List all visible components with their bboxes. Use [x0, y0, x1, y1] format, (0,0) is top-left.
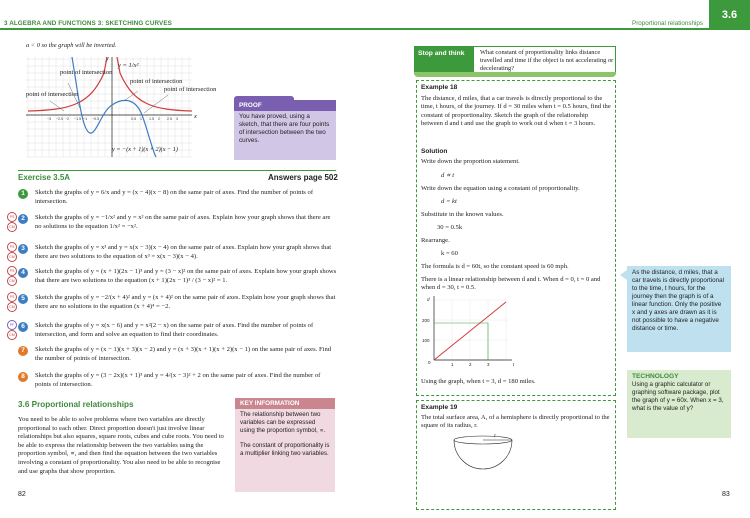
- example-18-text: The distance, d miles, that a car travels is directly proportional to the time, t hours, of the journey. If d = 30 miles when t = 0.5 hours, find the constant of proportionality. Sketch the graph of the relationship between d and t and use the graph to work out d when t = 3 hours.: [421, 95, 611, 128]
- radius-label: r: [494, 433, 497, 439]
- section-number-badge: 3.6: [709, 0, 750, 30]
- question-text: Sketch the graphs of y = 6/x and y = (x − 4)(x − 8) on the same pair of axes. Find the number of points of intersection.: [35, 189, 314, 205]
- skill-tag-icon: PS: [7, 242, 17, 252]
- technology-text: Using a graphic calculator or graphing software package, plot the graph of y = 60x. When x = 3, what is the value of y?: [632, 381, 724, 412]
- graph-y-tick: 200: [422, 318, 430, 323]
- proof-text: You have proved, using a sketch, that there are four points of intersection between the two curves.: [239, 113, 330, 144]
- side-note-pointer: [620, 270, 627, 280]
- side-note: As the distance, d miles, that a car travels is directly proportional to the time, t hours, for the journey then the graph is of a linear function. Only the positive x and y axes are drawn as it is not possible to have a negative distance or time.: [627, 266, 731, 352]
- skill-tag-icon: CM: [7, 252, 17, 262]
- key-information-box: [235, 398, 335, 492]
- question-text: Sketch the graphs of y = −1/x² and y = x² on the same pair of axes. Explain how your graph shows that there are no solutions to the equation 1/x² = −x².: [35, 214, 331, 230]
- question-text: Sketch the graphs of y = (x + 1)(2x − 1)³ and y = (3 − x)² on the same pair of axes. Explain how your graph shows that there are two solutions to the equation (x + 1)(2x − 1)³ / (3 − x)² = 1.: [35, 268, 337, 284]
- solution-step: Write down the proportion statement.: [421, 158, 520, 165]
- x-tick-label: −3: [47, 117, 52, 121]
- example-19-title: Example 19: [421, 404, 458, 411]
- question-number-badge: 1: [18, 189, 28, 199]
- exercise-rule: [18, 170, 336, 171]
- question-text: Sketch the graphs of y = x³ and y = x(x − 3)(x − 4) on the same pair of axes. Explain how your graph shows that there are two solutions to the equation of x³ = x(x − 3)(x − 4).: [35, 244, 332, 260]
- x-tick-label: 2: [158, 117, 160, 121]
- solution-step: k = 60: [441, 250, 458, 257]
- graph-x-tick: 3: [487, 362, 490, 367]
- intersection-label: point of intersection: [164, 86, 217, 93]
- intersection-label: point of intersection: [26, 91, 79, 98]
- x-tick-label: −1.5: [74, 117, 82, 121]
- solution-step: There is a linear relationship between d and t. When d = 0, t = 0 and when d = 30, t = 0.5.: [421, 276, 601, 292]
- solution-step: The formula is d = 60t, so the constant speed is 60 mph.: [421, 263, 569, 270]
- graph-y-label: d: [427, 297, 430, 302]
- stop-and-think-accent: [414, 72, 616, 77]
- x-tick-label: −1: [83, 117, 88, 121]
- solution-step: 30 = 0.5k: [437, 224, 463, 231]
- key-information-text-1: The relationship between two variables can be expressed using the proportion symbol, ∝.: [240, 411, 326, 434]
- exercise-title: Exercise 3.5A: [18, 173, 71, 182]
- curve-label: y = 1/x²: [118, 62, 139, 69]
- skill-tag-icon: CM: [7, 276, 17, 286]
- graph-x-tick: 2: [469, 362, 472, 367]
- body-paragraph: You need to be able to solve problems where two variables are directly proportional to each other. Direct proportion doesn't just involve linear relationships but also squares, square roots, cubes and cube roots. You need to be able to express the relationship between the two variables using the proportion symbol, ∝, and then find the equation between the two variables involving a constant of proportionality. You also need to be able to recognise and use graphs that show proportion.: [18, 416, 224, 475]
- answers-link[interactable]: Answers page 502: [268, 173, 338, 182]
- section-title: 3.6 Proportional relationships: [18, 400, 134, 409]
- x-tick-label: 3: [176, 117, 178, 121]
- key-information-title: KEY INFORMATION: [235, 398, 335, 409]
- x-tick-label: 1.5: [149, 117, 154, 121]
- example-18-title: Example 18: [421, 84, 458, 91]
- solution-step: d = kt: [441, 198, 457, 205]
- page-number-right: 83: [722, 491, 730, 498]
- stop-and-think-label: Stop and think: [414, 46, 474, 72]
- solution-step: d ∝ t: [441, 172, 455, 179]
- example-19-text: The total surface area, A, of a hemisphere is directly proportional to the square of its radius, r.: [421, 414, 610, 430]
- proof-title: PROOF: [234, 100, 336, 111]
- skill-tag-icon: CM: [7, 302, 17, 312]
- graph-y-tick: 100: [422, 338, 430, 343]
- running-header-left: 3 ALGEBRA AND FUNCTIONS 3: SKETCHING CURVES: [4, 20, 172, 27]
- question-text: Sketch the graphs of y = (x − 1)(x + 3)(x − 2) and y = (x + 3)(x + 1)(x + 2)(x − 1) on the same pair of axes. Find the number of points of intersection.: [35, 346, 332, 362]
- question-text: Sketch the graphs of y = (3 − 2x)(x + 1)³ and y = 4/(x − 3)² + 2 on the same pair of axes. Find the number of points of intersection.: [35, 372, 321, 388]
- question-number-badge: 5: [18, 294, 28, 304]
- graph-y-tick: 0: [428, 360, 431, 365]
- question-number-badge: 7: [18, 346, 28, 356]
- proof-box: [234, 100, 336, 160]
- x-tick-label: −2.5: [56, 117, 64, 121]
- skill-tag-icon: PS: [7, 212, 17, 222]
- graph-note: a < 0 so the graph will be inverted.: [26, 42, 117, 49]
- question-number-badge: 6: [18, 322, 28, 332]
- question-text: Sketch the graphs of y = x(x − 6) and y = x²(2 − x) on the same pair of axes. Find the number of points of intersection, and form and solve an equation to find their coordinates.: [35, 322, 314, 338]
- skill-tag-icon: PS: [7, 266, 17, 276]
- hemisphere-diagram: [448, 432, 518, 472]
- intersection-label: point of intersection: [130, 78, 183, 85]
- technology-box: [627, 370, 731, 438]
- header-rule: [0, 28, 750, 30]
- intersection-graph: [20, 53, 230, 161]
- running-header-right: Proportional relationships: [632, 20, 704, 27]
- solution-heading: Solution: [421, 148, 448, 155]
- solution-step: Substitute in the known values.: [421, 211, 504, 218]
- stop-and-think-question: What constant of proportionality links distance travelled and time if the object is not accelerating or decelerating?: [480, 49, 614, 72]
- x-tick-label: 1: [140, 117, 142, 121]
- y-axis-label: y: [106, 55, 109, 62]
- intersection-label: point of intersection: [60, 69, 113, 76]
- x-tick-label: −2: [65, 117, 70, 121]
- question-number-badge: 3: [18, 244, 28, 254]
- skill-tag-icon: PS: [7, 292, 17, 302]
- graph-x-tick: 1: [451, 362, 454, 367]
- key-information-text-2: The constant of proportionality is a multiplier linking two variables.: [240, 442, 330, 457]
- x-tick-label: 2.5: [167, 117, 172, 121]
- skill-tag-icon: PF: [7, 320, 17, 330]
- skill-tag-icon: CM: [7, 330, 17, 340]
- skill-tag-icon: CM: [7, 222, 17, 232]
- technology-title: TECHNOLOGY: [632, 373, 679, 380]
- graph-x-label: t: [513, 362, 515, 367]
- x-tick-label: 0.5: [131, 117, 136, 121]
- solution-step: Write down the equation using a constant of proportionality.: [421, 185, 580, 192]
- solution-step: Rearrange.: [421, 237, 450, 244]
- curve-equation-label: y = −(x + 1)(x + 2)(x − 1): [112, 146, 178, 153]
- x-axis-label: x: [194, 113, 197, 120]
- distance-time-graph: [420, 294, 520, 372]
- question-text: Sketch the graphs of y = −2/(x + 4)² and y = (x + 4)² on the same pair of axes. Explain how your graph shows that there are no solutions to the equation (x + 4)⁴ = −2.: [35, 294, 336, 310]
- solution-step: Using the graph, when t = 3, d = 180 miles.: [421, 378, 536, 385]
- question-number-badge: 8: [18, 372, 28, 382]
- x-tick-label: −0.5: [92, 117, 100, 121]
- question-number-badge: 4: [18, 268, 28, 278]
- question-number-badge: 2: [18, 214, 28, 224]
- page-number-left: 82: [18, 491, 26, 498]
